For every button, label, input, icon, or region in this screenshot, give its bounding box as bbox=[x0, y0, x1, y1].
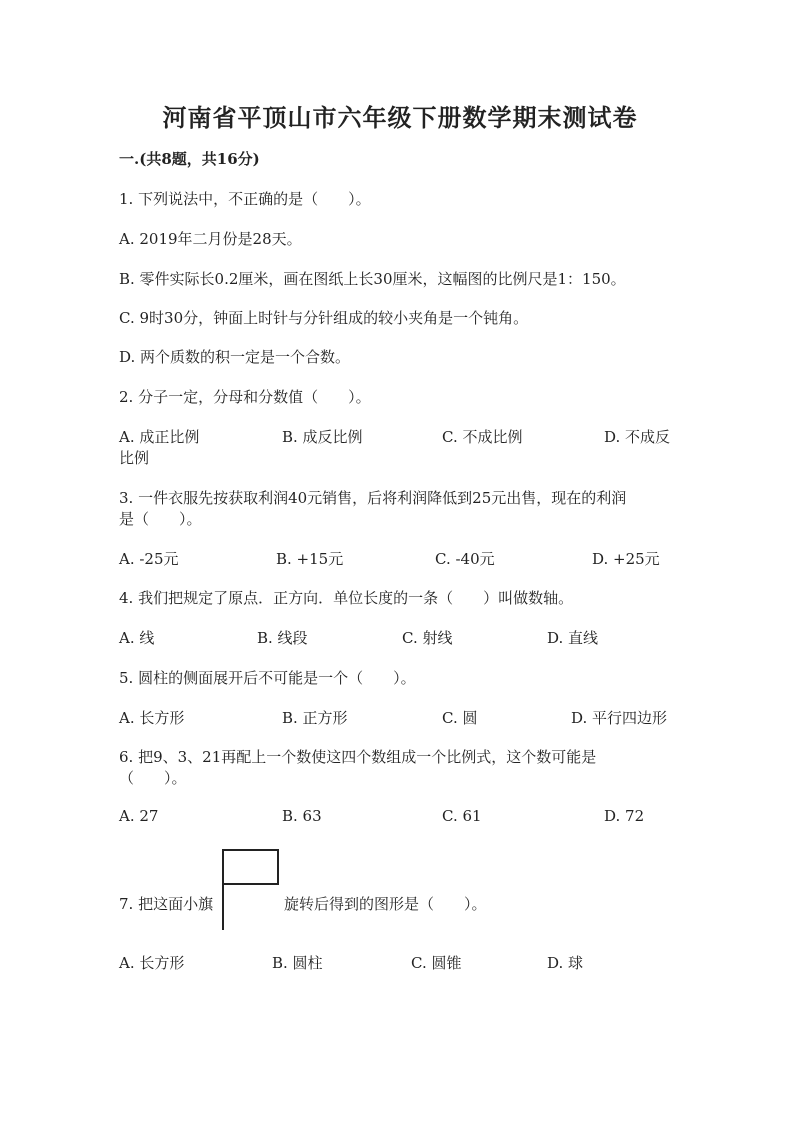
question-1-option-d: D. 两个质数的积一定是一个合数。 bbox=[119, 348, 351, 366]
question-7-option-b: B. 圆柱 bbox=[272, 954, 323, 972]
question-7-option-c: C. 圆锥 bbox=[411, 954, 462, 972]
question-2-option-d-continued: 比例 bbox=[119, 449, 150, 467]
question-1-option-a: A. 2019年二月份是28天。 bbox=[119, 230, 302, 248]
question-7-stem-end: 旋转后得到的图形是（ ）。 bbox=[284, 895, 487, 913]
question-5-option-c: C. 圆 bbox=[442, 709, 478, 727]
question-4-option-a: A. 线 bbox=[119, 629, 155, 647]
question-6-option-d: D. 72 bbox=[604, 807, 645, 825]
question-1-option-c: C. 9时30分，钟面上时针与分针组成的较小夹角是一个钝角。 bbox=[119, 309, 529, 327]
question-2-option-b: B. 成反比例 bbox=[282, 428, 363, 446]
question-7-option-d: D. 球 bbox=[547, 954, 584, 972]
question-3-option-a: A. -25元 bbox=[119, 550, 179, 568]
question-3-stem-continued: 是（ ）。 bbox=[119, 510, 202, 528]
question-6-option-a: A. 27 bbox=[119, 807, 159, 825]
question-6-option-b: B. 63 bbox=[282, 807, 322, 825]
page-title: 河南省平顶山市六年级下册数学期末测试卷 bbox=[162, 103, 638, 132]
question-2-option-d: D. 不成反 bbox=[604, 428, 671, 446]
question-6-stem-continued: （ ）。 bbox=[119, 769, 187, 787]
question-3-option-b: B. +15元 bbox=[276, 550, 344, 568]
question-1-stem: 1. 下列说法中，不正确的是（ ）。 bbox=[119, 190, 371, 208]
question-2-option-c: C. 不成比例 bbox=[442, 428, 523, 446]
question-4-stem: 4. 我们把规定了原点．正方向．单位长度的一条（ ）叫做数轴。 bbox=[119, 589, 574, 607]
question-4-option-d: D. 直线 bbox=[547, 629, 599, 647]
question-4-option-b: B. 线段 bbox=[257, 629, 308, 647]
section-heading: 一.(共8题，共16分) bbox=[119, 150, 260, 168]
question-2-option-a: A. 成正比例 bbox=[119, 428, 200, 446]
question-5-option-b: B. 正方形 bbox=[282, 709, 348, 727]
question-5-stem: 5. 圆柱的侧面展开后不可能是一个（ ）。 bbox=[119, 669, 416, 687]
question-6-option-c: C. 61 bbox=[442, 807, 482, 825]
question-6-stem: 6. 把9、3、21再配上一个数使这四个数组成一个比例式，这个数可能是 bbox=[119, 748, 597, 766]
question-3-option-d: D. +25元 bbox=[592, 550, 660, 568]
question-3-option-c: C. -40元 bbox=[435, 550, 495, 568]
question-5-option-a: A. 长方形 bbox=[119, 709, 185, 727]
flag-figure bbox=[221, 849, 281, 931]
question-1-option-b: B. 零件实际长0.2厘米，画在图纸上长30厘米，这幅图的比例尺是1：150。 bbox=[119, 270, 626, 288]
question-2-stem: 2. 分子一定，分母和分数值（ ）。 bbox=[119, 388, 371, 406]
question-7-option-a: A. 长方形 bbox=[119, 954, 185, 972]
question-7-stem-start: 7. 把这面小旗 bbox=[119, 895, 214, 913]
question-3-stem: 3. 一件衣服先按获取利润40元销售，后将利润降低到25元出售，现在的利润 bbox=[119, 489, 627, 507]
question-4-option-c: C. 射线 bbox=[402, 629, 453, 647]
question-5-option-d: D. 平行四边形 bbox=[571, 709, 668, 727]
